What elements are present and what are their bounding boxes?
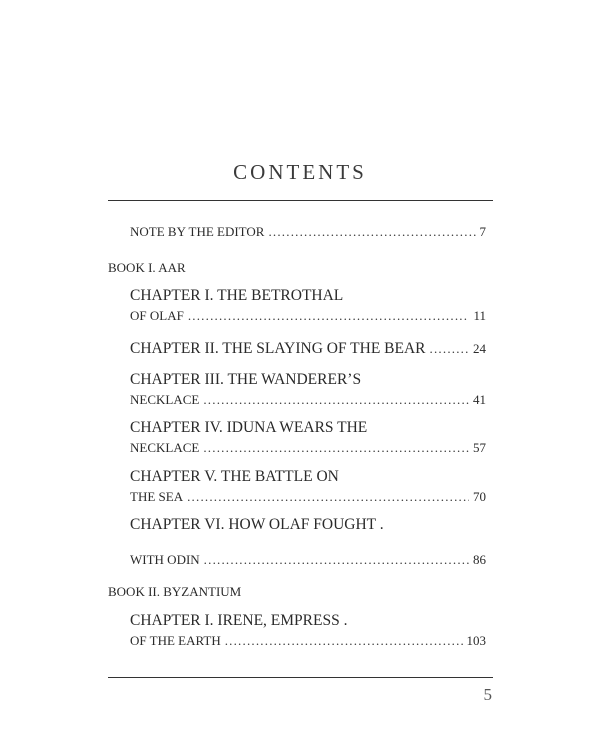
toc-entry-label: THE SEA [130,489,184,504]
toc-entry-page: 86 [473,552,486,567]
toc-entry-b1-ch6[interactable] [130,550,486,570]
toc-entry-b1-ch5[interactable] [130,487,486,507]
dot-leader [225,631,463,651]
toc-entry-b1-ch6-line1[interactable]: CHAPTER VI. HOW OLAF FOUGHT . [130,516,384,533]
page-number: 5 [483,685,492,704]
dot-leader [203,390,469,410]
toc-entry-b1-ch1-line1[interactable]: CHAPTER I. THE BETROTHAL [130,287,344,304]
toc-entry-page: 11 [473,308,486,323]
dot-leader [204,550,469,570]
toc-entry-label: NECKLACE [130,440,200,455]
toc-entry-page: 7 [479,224,486,239]
toc-entry-page: 57 [473,440,486,455]
toc-entry-label: OF THE EARTH [130,633,221,648]
toc-entry-label: OF OLAF [130,308,184,323]
dot-leader [203,438,469,458]
toc-entry-editor-note[interactable] [130,222,486,242]
toc-entry-b1-ch2[interactable] [130,339,486,359]
dot-leader [268,222,475,242]
toc-entry-b2-ch1[interactable] [130,631,486,651]
toc-entry-b1-ch4[interactable] [130,438,486,458]
dot-leader [430,339,469,359]
top-rule [108,200,493,201]
toc-entry-page: 41 [473,392,486,407]
toc-entry-b1-ch4-line1[interactable]: CHAPTER IV. IDUNA WEARS THE [130,419,368,436]
toc-entry-label: NECKLACE [130,392,200,407]
toc-entry-b1-ch1[interactable] [130,306,486,326]
toc-entry-b1-ch5-line1[interactable]: CHAPTER V. THE BATTLE ON [130,468,339,485]
toc-entry-label: NOTE BY THE EDITOR [130,224,265,239]
toc-entry-label: CHAPTER II. THE SLAYING OF THE BEAR [130,340,426,357]
toc-entry-page: 24 [473,341,486,356]
toc-entry-b1-ch3[interactable] [130,390,486,410]
toc-entry-page: 103 [466,633,486,648]
dot-leader [187,487,469,507]
page-title: CONTENTS [233,160,367,184]
toc-entry-b1-ch3-line1[interactable]: CHAPTER III. THE WANDERER’S [130,371,362,388]
toc-entry-b2-ch1-line1[interactable]: CHAPTER I. IRENE, EMPRESS . [130,612,348,629]
bottom-rule [108,677,493,678]
section-heading-book-2: BOOK II. BYZANTIUM [108,584,242,599]
section-heading-book-1: BOOK I. AAR [108,260,186,275]
toc-entry-label: WITH ODIN [130,552,200,567]
toc-entry-page: 70 [473,489,486,504]
dot-leader [188,306,470,326]
